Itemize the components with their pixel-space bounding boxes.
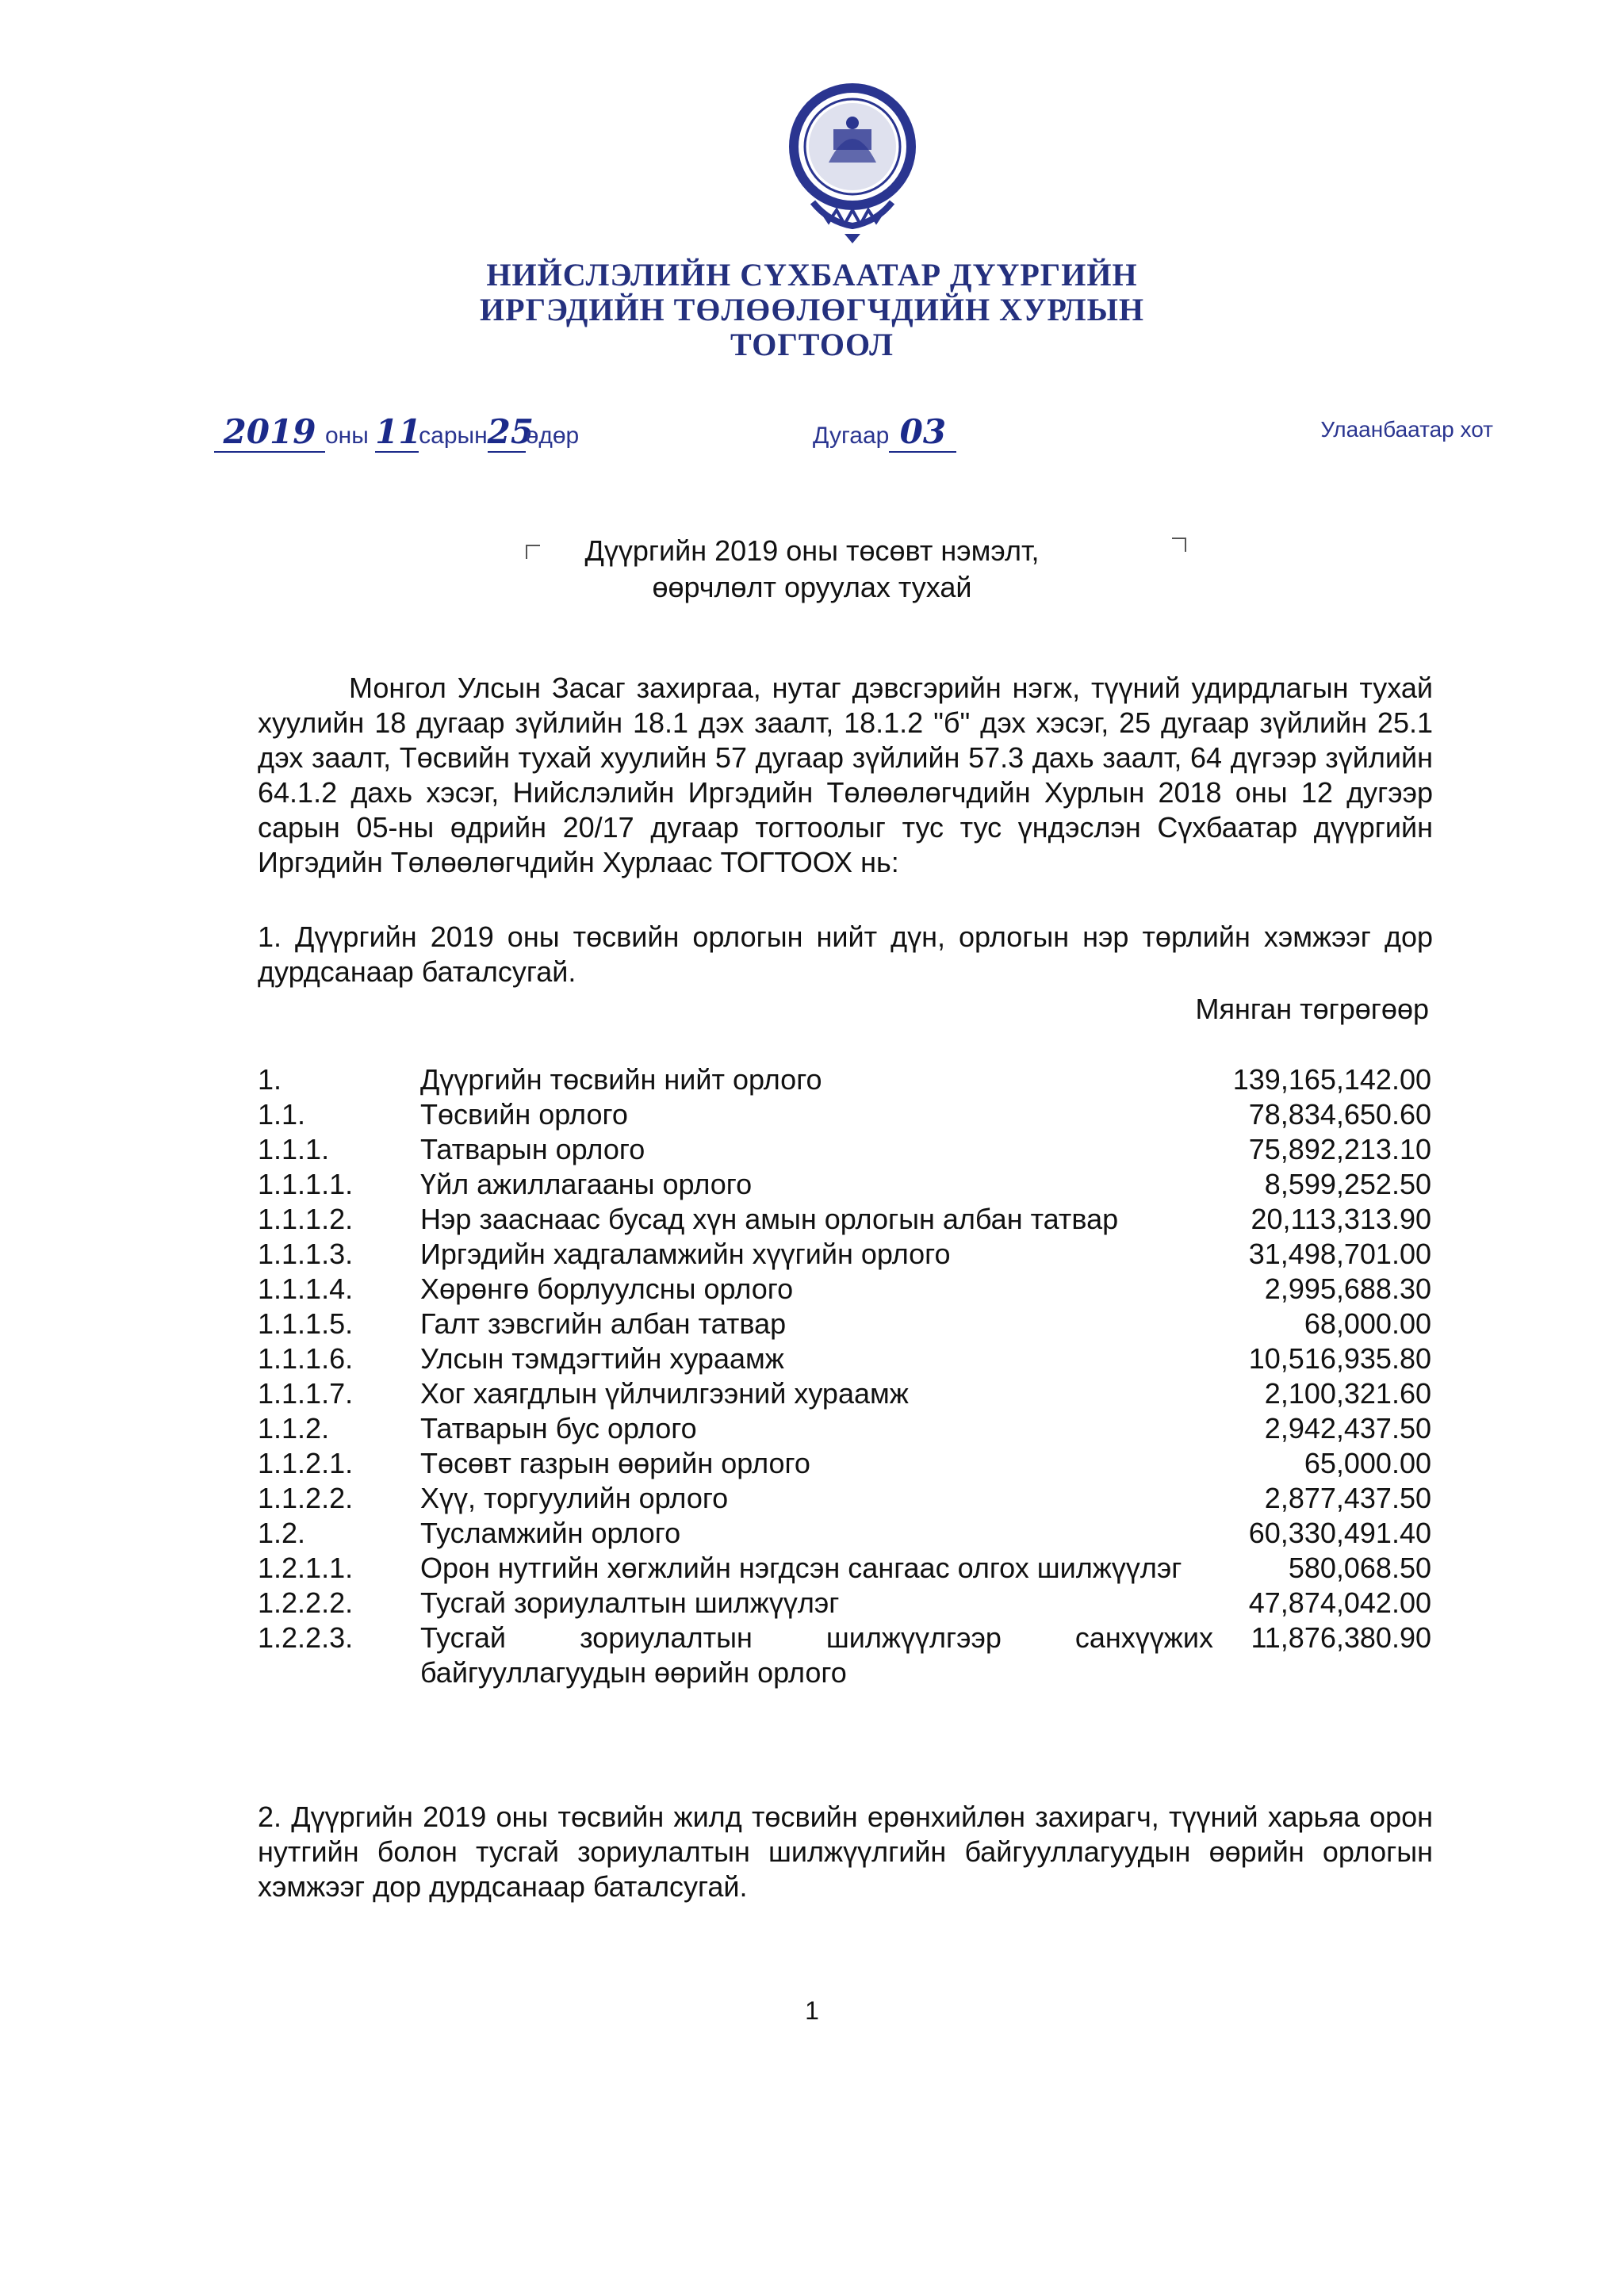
row-amount: 68,000.00: [1304, 1307, 1431, 1340]
row-amount: 75,892,213.10: [1248, 1133, 1431, 1165]
row-code: 1.1.1.6.: [258, 1342, 354, 1375]
row-code: 1.2.1.1.: [258, 1552, 354, 1584]
row-amount: 31,498,701.00: [1248, 1238, 1431, 1270]
row-amount: 78,834,650.60: [1248, 1098, 1431, 1131]
row-amount: 60,330,491.40: [1248, 1517, 1431, 1549]
unit-label: Мянган төгрөгөөр: [1195, 993, 1429, 1025]
row-code: 1.2.: [258, 1517, 306, 1549]
row-code: 1.2.2.2.: [258, 1586, 354, 1619]
row-code: 1.1.2.2.: [258, 1482, 354, 1514]
resolution-date: [214, 412, 579, 453]
table-row: [258, 1132, 1431, 1167]
state-emblem-icon: [781, 83, 924, 246]
table-row: [258, 1376, 1431, 1411]
row-amount: 2,942,437.50: [1264, 1412, 1431, 1445]
row-name: Татварын бус орлого: [420, 1412, 697, 1445]
day-label: өдөр: [525, 423, 580, 449]
row-code: 1.1.1.5.: [258, 1307, 354, 1340]
resolution-subject: [0, 533, 1624, 606]
subject-line-2: өөрчлөлт оруулах тухай: [652, 571, 972, 603]
year-label: оны: [325, 423, 369, 449]
table-row: [258, 1446, 1431, 1481]
row-amount: 2,100,321.60: [1264, 1377, 1431, 1410]
row-name: Үйл ажиллагааны орлого: [420, 1168, 753, 1200]
row-name: Хог хаягдлын үйлчилгээний хураамж: [420, 1377, 909, 1410]
row-amount: 2,877,437.50: [1264, 1482, 1431, 1514]
table-row: [258, 1551, 1431, 1586]
date-number-line: [0, 412, 1624, 460]
handwritten-day: 25: [487, 412, 534, 451]
row-name: Орон нутгийн хөгжлийн нэгдсэн сангаас олгох шилжүүлэг: [420, 1552, 1182, 1584]
item-1-paragraph: 1. Дүүргийн 2019 оны төсвийн орлогын нийт дүн, орлогын нэр төрлийн хэмжээг дор дурдсанаар баталсугай.: [258, 920, 1433, 988]
row-code: 1.1.1.1.: [258, 1168, 354, 1200]
subject-line-1: Дүүргийн 2019 оны төсөвт нэмэлт,: [584, 534, 1040, 567]
table-row: [258, 1062, 1431, 1097]
row-name: Хөрөнгө борлуулсны орлого: [420, 1272, 794, 1305]
month-label: сарын: [419, 423, 488, 449]
resolution-header: [0, 258, 1624, 362]
table-row: [258, 1481, 1431, 1516]
row-code: 1.1.1.3.: [258, 1238, 354, 1270]
table-row: [258, 1307, 1431, 1341]
row-name: Улсын тэмдэгтийн хураамж: [420, 1342, 784, 1375]
page-number: 1: [805, 1996, 819, 2025]
row-amount: 139,165,142.00: [1232, 1063, 1431, 1096]
table-row: [258, 1411, 1431, 1446]
row-code: 1.1.1.4.: [258, 1272, 354, 1305]
row-name: Хүү, торгуулийн орлого: [420, 1482, 729, 1514]
row-code: 1.1.1.: [258, 1133, 330, 1165]
table-row: [258, 1202, 1431, 1237]
table-row: [258, 1586, 1431, 1621]
row-code: 1.: [258, 1063, 282, 1096]
resolution-number: [813, 412, 956, 453]
row-name: Нэр зааснаас бусад хүн амын орлогын албан татвар: [420, 1203, 1119, 1235]
table-row: [258, 1341, 1431, 1376]
table-row: [258, 1097, 1431, 1132]
revenue-table: [258, 1062, 1431, 1690]
row-name: Иргэдийн хадгаламжийн хүүгийн орлого: [420, 1238, 951, 1270]
city-label: Улаанбаатар хот: [1320, 417, 1493, 442]
row-code: 1.1.: [258, 1098, 306, 1131]
row-name: Тусгай зориулалтын шилжүүлэг: [420, 1586, 840, 1619]
row-amount: 580,068.50: [1288, 1552, 1431, 1584]
table-row: [258, 1621, 1431, 1690]
row-code: 1.1.2.: [258, 1412, 330, 1445]
row-amount: 10,516,935.80: [1248, 1342, 1431, 1375]
row-name: Тусламжийн орлого: [420, 1517, 681, 1549]
item-2-paragraph: 2. Дүүргийн 2019 оны төсвийн жилд төсвийн ерөнхийлөн захирагч, түүний харьяа орон нутгийн болон тусгай зориулалтын шилжүүлгийн байгууллагуудын өөрийн орлогын хэмжээг дор дурдсанаар баталсугай.: [258, 1800, 1433, 1903]
row-code: 1.1.1.2.: [258, 1203, 354, 1235]
row-amount: 20,113,313.90: [1251, 1203, 1431, 1235]
row-amount: 47,874,042.00: [1248, 1586, 1431, 1619]
handwritten-month: 11: [375, 412, 422, 451]
table-row: [258, 1237, 1431, 1272]
preamble-paragraph: Монгол Улсын Засаг захиргаа, нутаг дэвсгэрийн нэгж, түүний удирдлагын тухай хуулийн 18 дугаар зүйлийн 18.1 дэх заалт, 18.1.2 "б" дэх хэсэг, 25 дугаар зүйлийн 25.1 дэх заалт, Төсвийн тухай хуулийн 57 дугаар зүйлийн 57.3 дахь заалт, 64 дүгээр зүйлийн 64.1.2 дахь хэсэг, Нийслэлийн Иргэдийн Төлөөлөгчдийн Хурлын 2018 оны 12 дугээр сарын 05-ны өдрийн 20/17 дугаар тогтоолыг тус тус үндэслэн Сүхбаатар дүүргийн Иргэдийн Төлөөлөгчдийн Хурлаас ТОГТООХ нь:: [258, 672, 1433, 878]
row-amount: 11,876,380.90: [1251, 1621, 1431, 1654]
row-amount: 8,599,252.50: [1264, 1168, 1431, 1200]
row-code: 1.1.2.1.: [258, 1447, 354, 1479]
row-name: Дүүргийн төсвийн нийт орлого: [420, 1063, 822, 1096]
header-line-2: ИРГЭДИЙН ТӨЛӨӨЛӨГЧДИЙН ХУРЛЫН: [480, 292, 1144, 327]
row-name: Татварын орлого: [420, 1133, 645, 1165]
row-code: 1.1.1.7.: [258, 1377, 354, 1410]
row-name: Тусгай зориулалтын шилжүүлгээр санхүүжих байгууллагуудын өөрийн орлого: [420, 1621, 1213, 1689]
row-code: 1.2.2.3.: [258, 1621, 354, 1654]
handwritten-year: 2019: [214, 412, 325, 453]
row-name: Төсөвт газрын өөрийн орлого: [420, 1447, 810, 1479]
row-amount: 2,995,688.30: [1264, 1272, 1431, 1305]
row-amount: 65,000.00: [1304, 1447, 1431, 1479]
header-line-1: НИЙСЛЭЛИЙН СҮХБААТАР ДҮҮРГИЙН: [486, 257, 1138, 293]
row-name: Галт зэвсгийн албан татвар: [420, 1307, 787, 1340]
number-label: Дугаар: [813, 423, 890, 449]
row-name: Төсвийн орлого: [420, 1098, 628, 1131]
header-line-3: ТОГТООЛ: [730, 327, 894, 362]
handwritten-number: 03: [889, 412, 956, 453]
table-row: [258, 1272, 1431, 1307]
table-row: [258, 1516, 1431, 1551]
table-row: [258, 1167, 1431, 1202]
